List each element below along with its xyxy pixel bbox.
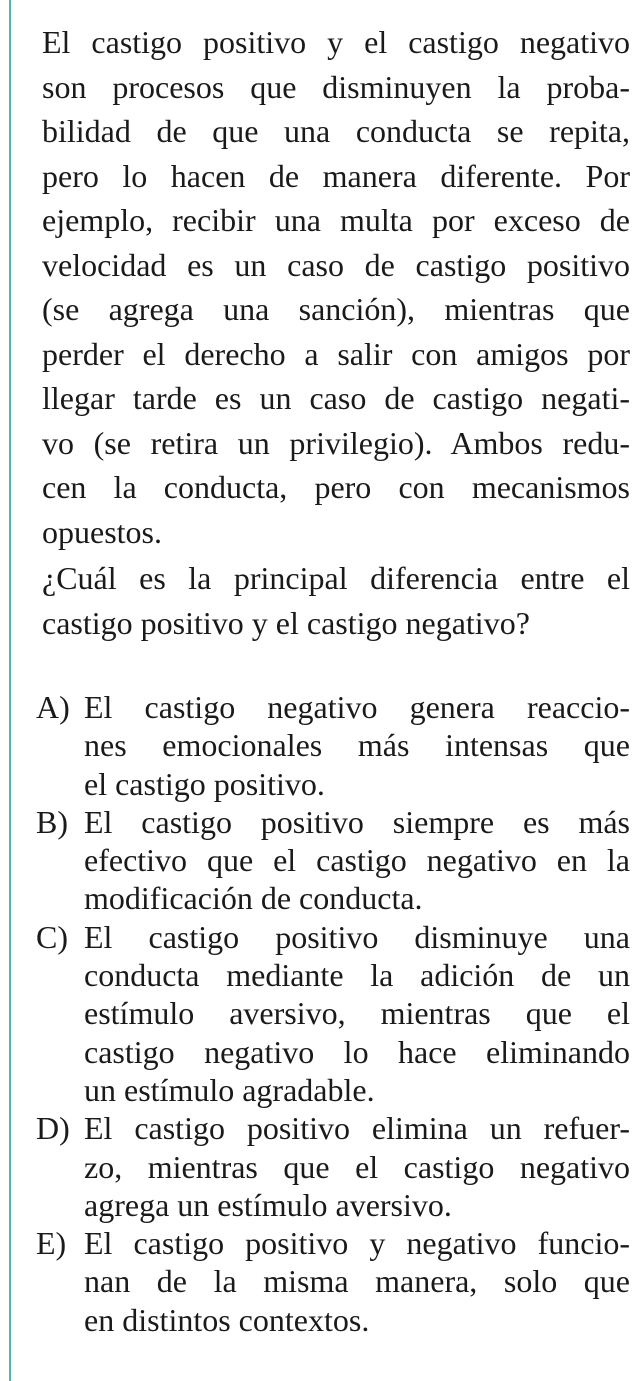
option-line: El castigo positivo y negativo funcio- [84, 1225, 630, 1262]
passage-line: El castigo positivo y el castigo negativo [42, 24, 630, 60]
option-e[interactable] [36, 1224, 630, 1339]
passage-line: perder el derecho a salir con amigos por [42, 335, 630, 372]
option-a[interactable] [36, 688, 630, 803]
option-line: efectivo que el castigo negativo en la [84, 842, 630, 879]
answer-options [36, 688, 630, 1339]
passage-line: son procesos que disminuyen la proba- [42, 68, 630, 105]
option-d[interactable] [36, 1109, 630, 1224]
option-line: el castigo positivo. [84, 765, 325, 802]
option-line: nan de la misma manera, solo que [84, 1263, 630, 1300]
passage-line: pero lo hacen de manera diferente. Por [42, 157, 630, 194]
option-line: un estímulo agradable. [84, 1071, 375, 1108]
option-letter: E) [36, 1225, 67, 1262]
document-page [36, 20, 630, 1339]
option-c[interactable] [36, 918, 630, 1109]
option-letter: B) [36, 803, 68, 840]
passage-line: velocidad es un caso de castigo positivo [42, 246, 630, 283]
passage-line: bilidad de que una conducta se repita, [42, 113, 630, 149]
passage-line: opuestos. [42, 513, 162, 550]
passage-line: ejemplo, recibir una multa por exceso de [42, 202, 630, 238]
option-line: en distintos contextos. [84, 1301, 370, 1338]
question-line: ¿Cuál es la principal diferencia entre el [42, 560, 630, 596]
passage-line: vo (se retira un privilegio). Ambos redu- [42, 424, 630, 461]
option-line: nes emocionales más intensas que [84, 727, 630, 764]
option-line: El castigo negativo genera reaccio- [84, 689, 630, 725]
option-line: El castigo positivo siempre es más [84, 803, 630, 840]
passage-line: cen la conducta, pero con mecanismos [42, 469, 630, 505]
option-line: agrega un estímulo aversivo. [84, 1186, 452, 1223]
option-line: conducta mediante la adición de un [84, 957, 630, 994]
passage-line: (se agrega una sanción), mientras que [42, 291, 630, 327]
option-line: El castigo positivo disminuye una [84, 918, 630, 955]
left-margin-rule [9, 0, 11, 1381]
option-b[interactable] [36, 803, 630, 918]
passage-paragraph [42, 20, 630, 554]
option-line: zo, mientras que el castigo negativo [84, 1148, 630, 1185]
question-line: castigo positivo y el castigo negativo? [42, 604, 530, 641]
option-line: estímulo aversivo, mientras que el [84, 995, 630, 1032]
option-letter: D) [36, 1110, 70, 1147]
option-line: El castigo positivo elimina un refuer- [84, 1110, 630, 1147]
option-letter: A) [36, 689, 70, 725]
option-line: castigo negativo lo hace eliminando [84, 1033, 630, 1070]
option-letter: C) [36, 918, 68, 955]
passage-line: llegar tarde es un caso de castigo negati- [42, 380, 630, 416]
question-text [42, 556, 630, 645]
option-line: modificación de conducta. [84, 880, 423, 917]
